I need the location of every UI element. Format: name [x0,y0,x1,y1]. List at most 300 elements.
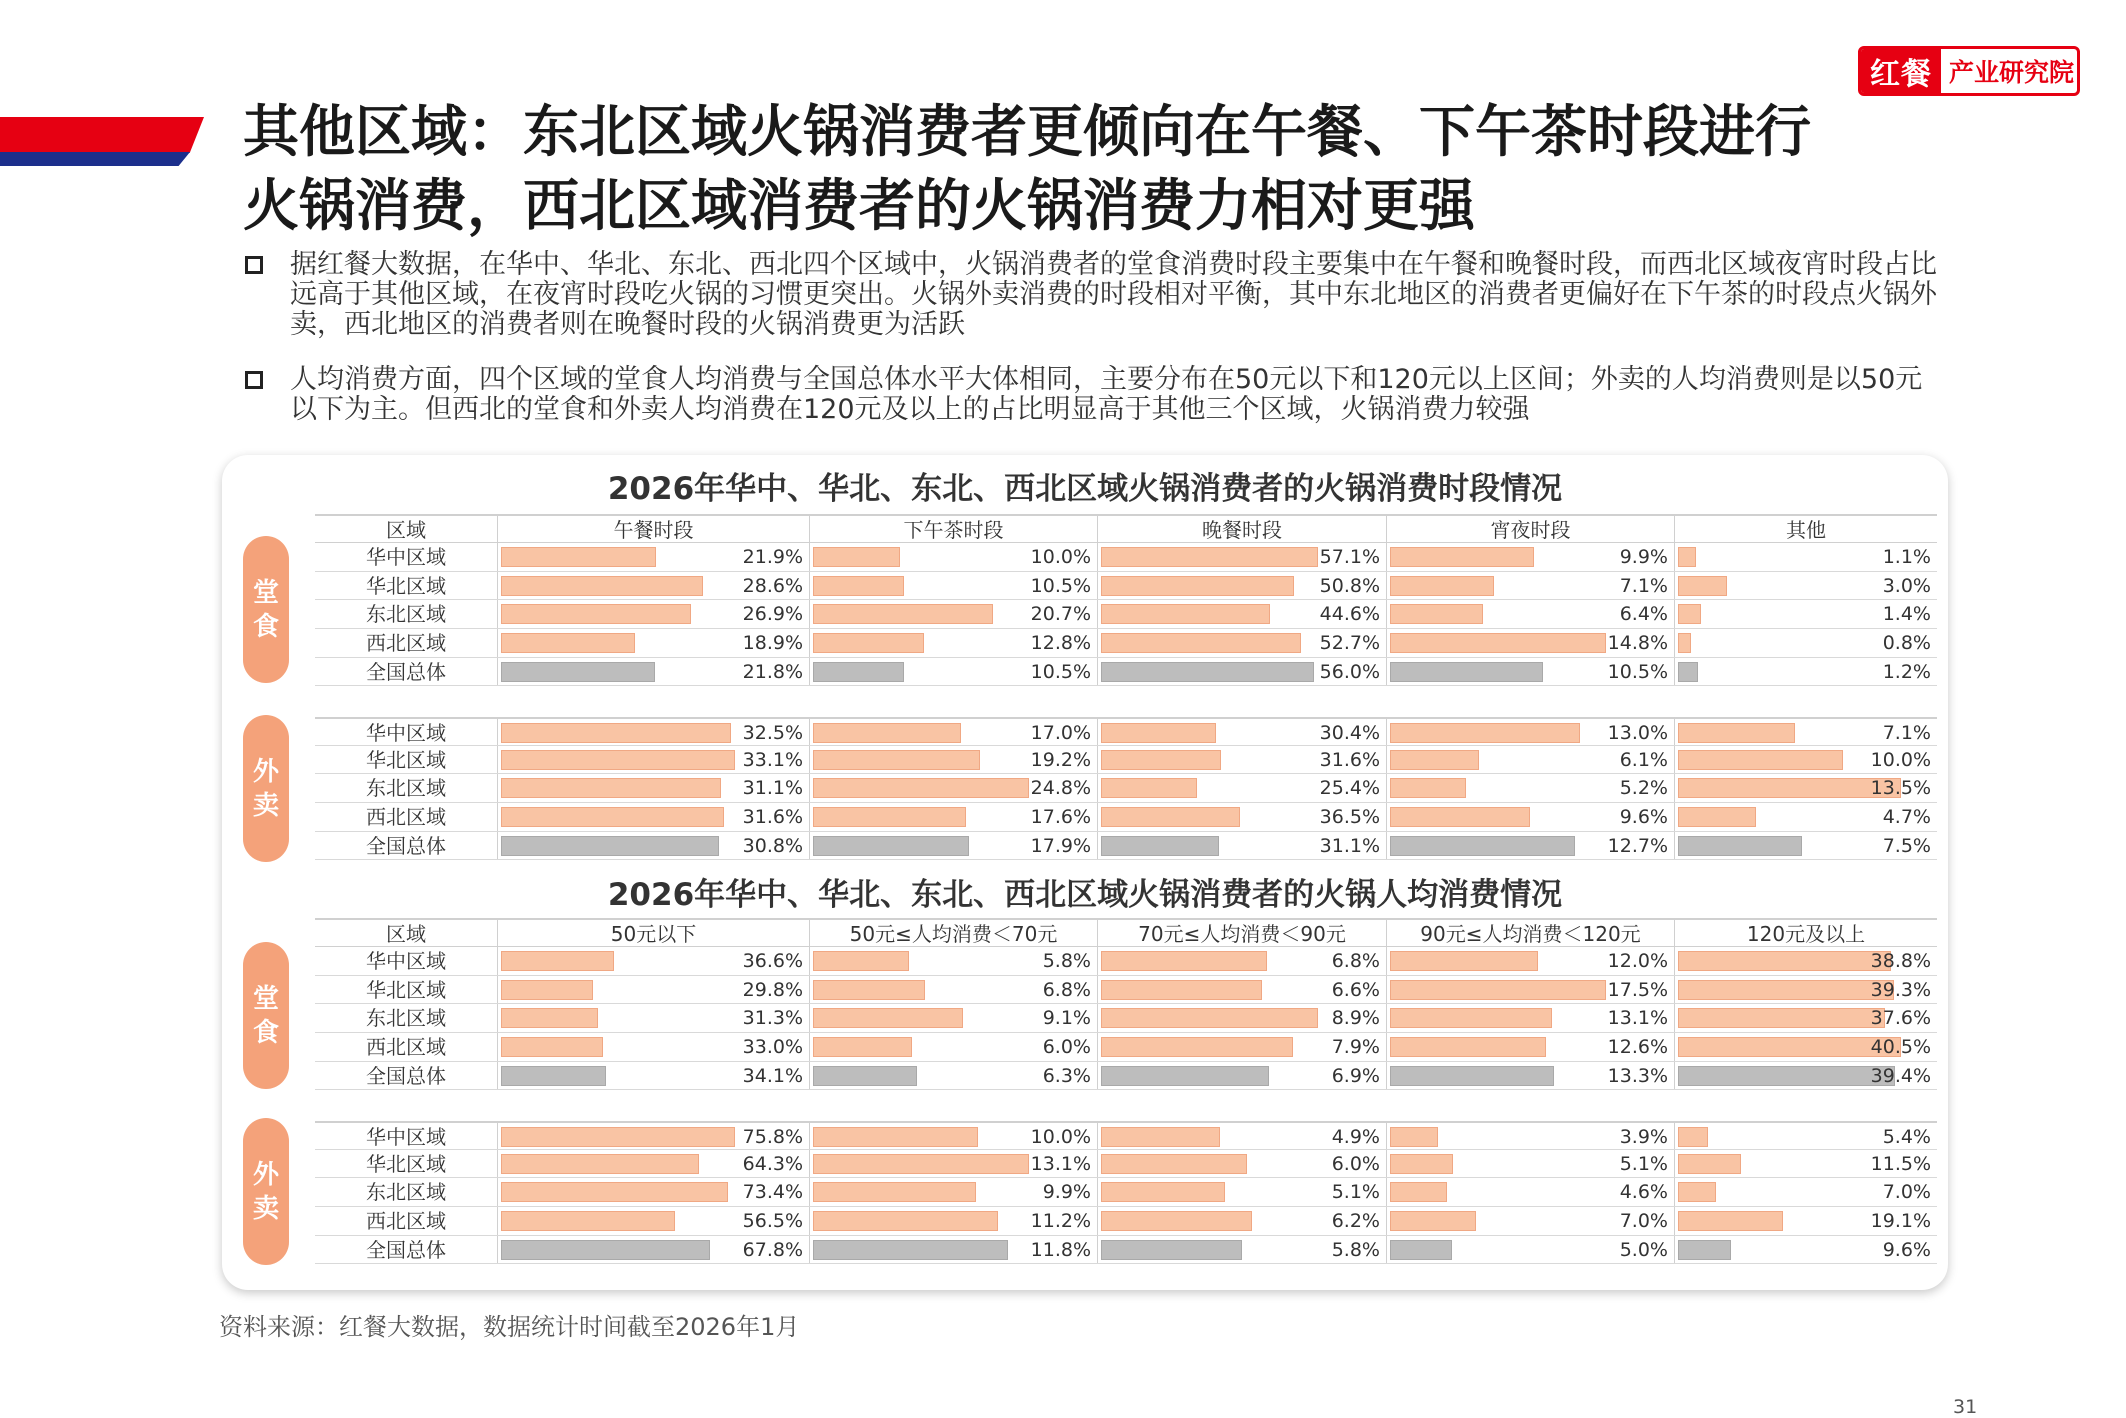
value-cell [498,1178,810,1206]
region-name: 全国总体 [315,1062,498,1090]
data-label: 50.8% [1319,574,1380,597]
data-bar [1390,1154,1453,1174]
region-name: 东北区域 [315,774,498,802]
data-bar [1390,576,1494,596]
data-label: 10.0% [1030,546,1091,568]
data-label: 5.8% [1331,1238,1380,1261]
data-label: 32.5% [742,722,803,744]
data-label: 39.3% [1870,978,1931,1001]
value-cell [498,543,810,571]
data-label: 36.6% [742,950,803,972]
value-cell [1098,947,1387,975]
data-bar [1101,1127,1220,1147]
data-bar [501,633,635,653]
data-label: 9.6% [1619,806,1668,829]
column-header: 90元≤人均消费＜120元 [1387,920,1675,946]
region-header: 区域 [315,920,498,946]
data-label: 6.4% [1619,603,1668,626]
data-label: 6.0% [1042,1036,1091,1059]
data-bar [1678,1154,1741,1174]
data-bar [501,576,703,596]
data-bar [1390,633,1606,653]
data-label: 9.1% [1042,1007,1091,1030]
value-cell [1675,1123,1937,1149]
data-label: 39.4% [1870,1064,1931,1087]
value-cell [1387,1178,1675,1206]
value-cell [498,1207,810,1235]
data-bar [501,1240,710,1260]
table-row [315,543,1937,572]
delivery-label: 外 卖 [243,715,289,862]
value-cell [1098,1207,1387,1235]
data-label: 21.9% [742,546,803,568]
region-name: 全国总体 [315,658,498,686]
value-cell [498,1150,810,1178]
data-bar [1678,1240,1731,1260]
data-label: 7.0% [1619,1210,1668,1233]
value-cell [1387,658,1675,686]
data-bar [813,723,961,743]
table-row [315,717,1937,746]
region-name: 华中区域 [315,543,498,571]
data-bar [1390,807,1530,827]
data-bar [1390,723,1580,743]
data-bar [501,778,721,798]
data-label: 64.3% [742,1152,803,1175]
value-cell [810,543,1098,571]
value-cell [1675,1033,1937,1061]
data-bar [501,1127,735,1147]
data-bar [501,1066,606,1086]
data-label: 14.8% [1607,632,1668,655]
value-cell [1098,572,1387,600]
table-row [315,572,1937,601]
value-cell [1098,803,1387,831]
data-bar [813,633,924,653]
data-bar [1101,1037,1293,1057]
data-bar [501,662,655,682]
data-bar [1390,980,1606,1000]
value-cell [810,803,1098,831]
data-label: 7.9% [1331,1036,1380,1059]
data-bar [813,836,969,856]
data-bar [1678,778,1901,798]
data-bar [1390,951,1538,971]
region-name: 东北区域 [315,600,498,628]
delivery-rows [315,1121,1937,1264]
data-label: 56.0% [1319,660,1380,683]
table-row [315,803,1937,832]
value-cell [1098,832,1387,860]
region-name: 全国总体 [315,1236,498,1264]
region-name: 全国总体 [315,832,498,860]
value-cell [498,658,810,686]
data-bar [1390,662,1543,682]
value-cell [810,1207,1098,1235]
data-label: 17.5% [1607,978,1668,1001]
value-cell [1387,976,1675,1004]
value-cell [810,1033,1098,1061]
data-label: 31.1% [1319,834,1380,857]
value-cell [498,629,810,657]
data-bar [501,750,735,770]
table-header [315,514,1937,543]
data-label: 9.6% [1882,1238,1931,1261]
data-label: 6.6% [1331,978,1380,1001]
data-bar [501,980,593,1000]
data-bar [1678,604,1701,624]
data-label: 24.8% [1030,777,1091,800]
region-name: 西北区域 [315,629,498,657]
value-cell [1675,572,1937,600]
data-label: 4.9% [1331,1126,1380,1148]
value-cell [1675,976,1937,1004]
value-cell [1675,947,1937,975]
data-label: 56.5% [742,1210,803,1233]
value-cell [810,1236,1098,1264]
bullet-item [243,365,1943,425]
value-cell [810,1150,1098,1178]
data-label: 12.7% [1607,834,1668,857]
data-bar [1678,980,1894,1000]
value-cell [498,947,810,975]
data-label: 37.6% [1870,1007,1931,1030]
value-cell [1675,1236,1937,1264]
data-label: 19.1% [1870,1210,1931,1233]
header-row [315,514,1937,543]
data-bar [1390,1182,1447,1202]
data-bar [501,807,724,827]
data-bar [501,723,731,743]
column-header: 50元≤人均消费＜70元 [810,920,1098,946]
data-bar [813,1182,976,1202]
value-cell [1675,543,1937,571]
value-cell [1675,600,1937,628]
region-name: 华北区域 [315,1150,498,1178]
value-cell [1387,832,1675,860]
data-bar [813,662,904,682]
data-label: 19.2% [1030,748,1091,771]
region-name: 东北区域 [315,1004,498,1032]
data-label: 10.0% [1030,1126,1091,1148]
value-cell [498,572,810,600]
data-label: 38.8% [1870,950,1931,972]
value-cell [1387,746,1675,774]
value-cell [1675,832,1937,860]
data-label: 8.9% [1331,1007,1380,1030]
value-cell [810,600,1098,628]
data-label: 4.6% [1619,1181,1668,1204]
data-bar [1101,750,1221,770]
data-bar [501,951,614,971]
bullet-list [243,250,1943,450]
data-bar [1101,723,1216,743]
value-cell [498,600,810,628]
value-cell [1098,1178,1387,1206]
data-bar [1390,1127,1438,1147]
data-label: 6.0% [1331,1152,1380,1175]
value-cell [498,803,810,831]
data-bar [813,1154,1029,1174]
data-bar [1678,723,1795,743]
data-label: 5.1% [1331,1181,1380,1204]
data-bar [1101,633,1301,653]
data-bar [1101,1154,1247,1174]
value-cell [1098,746,1387,774]
value-cell [498,774,810,802]
value-cell [1387,1207,1675,1235]
value-cell [1675,1207,1937,1235]
bullet-square-icon [245,371,263,389]
data-bar [1101,836,1219,856]
value-cell [498,832,810,860]
dine-in-rows [315,947,1937,1090]
data-label: 6.9% [1331,1064,1380,1087]
data-label: 6.8% [1042,978,1091,1001]
region-name: 西北区域 [315,1033,498,1061]
data-bar [813,1211,998,1231]
data-bar [1390,1066,1554,1086]
value-cell [810,629,1098,657]
table-row [315,746,1937,775]
table-row [315,1062,1937,1091]
data-label: 40.5% [1870,1036,1931,1059]
data-label: 13.3% [1607,1064,1668,1087]
data-label: 0.8% [1882,632,1931,655]
value-cell [498,719,810,745]
data-label: 33.1% [742,748,803,771]
value-cell [1098,1123,1387,1149]
data-bar [501,1154,699,1174]
value-cell [1098,976,1387,1004]
value-cell [1098,543,1387,571]
title-line-2: 火锅消费，西北区域消费者的火锅消费力相对更强 [243,174,1475,239]
data-bar [1101,951,1267,971]
region-name: 西北区域 [315,1207,498,1235]
table-row [315,629,1937,658]
data-label: 67.8% [742,1238,803,1261]
region-name: 华北区域 [315,746,498,774]
page-title [243,96,1943,244]
data-bar [1101,1008,1318,1028]
data-label: 5.0% [1619,1238,1668,1261]
bullet-text: 据红餐大数据，在华中、华北、东北、西北四个区域中，火锅消费者的堂食消费时段主要集中在午餐和晚餐时段，而西北区域夜宵时段占比远高于其他区域，在夜宵时段吃火锅的习惯更突出。火锅外卖消费的时段相对平衡，其中东北地区的消费者更偏好在下午茶的时段点火锅外卖，西北地区的消费者则在晚餐时段的火锅消费更为活跃 [290,249,1937,340]
data-label: 25.4% [1319,777,1380,800]
data-bar [1678,547,1696,567]
data-bar [1678,1066,1895,1086]
data-bar [501,1211,675,1231]
data-bar [1390,836,1575,856]
column-header: 其他 [1786,518,1826,542]
value-cell [1675,1178,1937,1206]
decorative-blue-bar [0,152,190,166]
data-label: 30.8% [742,834,803,857]
value-cell [810,658,1098,686]
region-name: 西北区域 [315,803,498,831]
column-header: 午餐时段 [498,516,810,542]
data-label: 3.9% [1619,1126,1668,1148]
source-note: 资料来源：红餐大数据，数据统计时间截至2026年1月 [219,1313,800,1341]
data-label: 7.1% [1882,722,1931,744]
data-bar [813,1066,917,1086]
data-bar [1678,951,1891,971]
data-bar [1678,1211,1783,1231]
table-row [315,947,1937,976]
brand-logo [1858,46,2080,96]
data-bar [1390,778,1466,798]
data-label: 75.8% [742,1126,803,1148]
value-cell [1387,600,1675,628]
data-bar [501,604,691,624]
data-bar [1101,547,1318,567]
data-label: 73.4% [742,1181,803,1204]
value-cell [810,774,1098,802]
value-cell [498,1062,810,1090]
data-label: 5.4% [1882,1126,1931,1148]
data-label: 17.6% [1030,806,1091,829]
value-cell [498,1123,810,1149]
value-cell [810,1004,1098,1032]
region-name: 东北区域 [315,1178,498,1206]
value-cell [1098,1004,1387,1032]
value-cell [810,1062,1098,1090]
delivery-label: 外 卖 [243,1118,289,1265]
data-label: 26.9% [742,603,803,626]
value-cell [810,1123,1098,1149]
data-label: 7.1% [1619,574,1668,597]
data-label: 21.8% [742,660,803,683]
page-number: 31 [1953,1396,1978,1418]
value-cell [1675,1150,1937,1178]
data-bar [1101,576,1294,596]
data-bar [501,836,719,856]
table-row [315,600,1937,629]
data-bar [813,807,966,827]
data-label: 30.4% [1319,722,1380,744]
value-cell [1387,629,1675,657]
data-label: 6.1% [1619,748,1668,771]
region-header: 区域 [315,516,498,542]
data-bar [1390,1008,1552,1028]
data-label: 20.7% [1030,603,1091,626]
value-cell [1387,1123,1675,1149]
data-bar [1390,547,1534,567]
data-label: 52.7% [1319,632,1380,655]
data-label: 28.6% [742,574,803,597]
data-bar [813,1127,978,1147]
data-bar [813,547,900,567]
value-cell [810,1178,1098,1206]
data-bar [1390,750,1479,770]
region-name: 华中区域 [315,719,498,745]
data-bar [501,1182,728,1202]
value-cell [1387,1062,1675,1090]
data-label: 31.6% [1319,748,1380,771]
data-bar [1678,750,1843,770]
data-label: 13.5% [1870,777,1931,800]
data-bar [1390,1037,1546,1057]
data-bar [1678,836,1802,856]
value-cell [1675,658,1937,686]
data-bar [1678,1037,1901,1057]
data-label: 11.8% [1030,1238,1091,1261]
logo-mark: 红餐 [1861,49,1941,93]
data-bar [1390,1240,1452,1260]
data-label: 9.9% [1042,1181,1091,1204]
value-cell [1098,719,1387,745]
value-cell [1387,803,1675,831]
data-bar [1678,633,1691,653]
value-cell [1098,774,1387,802]
table-title: 2026年华中、华北、东北、西北区域火锅消费者的火锅消费时段情况 [607,471,1563,507]
value-cell [810,832,1098,860]
data-label: 31.6% [742,806,803,829]
column-header: 70元≤人均消费＜90元 [1098,920,1387,946]
value-cell [810,947,1098,975]
value-cell [1098,600,1387,628]
value-cell [1675,1062,1937,1090]
title-line-1: 其他区域：东北区域火锅消费者更倾向在午餐、下午茶时段进行 [243,100,1811,165]
data-label: 5.8% [1042,950,1091,972]
value-cell [1675,774,1937,802]
data-label: 1.2% [1882,660,1931,683]
data-bar [1101,1182,1225,1202]
data-label: 10.5% [1030,574,1091,597]
data-bar [813,1240,1008,1260]
data-bar [813,951,909,971]
data-label: 17.0% [1030,722,1091,744]
value-cell [498,1236,810,1264]
value-cell [1675,803,1937,831]
value-cell [1098,658,1387,686]
data-bar [1101,980,1262,1000]
bullet-text: 人均消费方面，四个区域的堂食人均消费与全国总体水平大体相同，主要分布在50元以下和120元以上区间；外卖的人均消费则是以50元以下为主。但西北的堂食和外卖人均消费在120元及以上的占比明显高于其他三个区域，火锅消费力较强 [290,364,1923,425]
data-bar [1101,662,1314,682]
value-cell [498,976,810,1004]
header-row [315,918,1937,947]
data-label: 6.3% [1042,1064,1091,1087]
value-cell [1387,543,1675,571]
region-name: 华北区域 [315,572,498,600]
data-label: 5.1% [1619,1152,1668,1175]
value-cell [1098,1236,1387,1264]
data-label: 13.1% [1607,1007,1668,1030]
data-label: 12.6% [1607,1036,1668,1059]
data-bar [1390,604,1483,624]
column-header: 晚餐时段 [1098,516,1387,542]
data-label: 11.2% [1030,1210,1091,1233]
data-label: 5.2% [1619,777,1668,800]
data-label: 10.5% [1607,660,1668,683]
data-bar [501,1008,598,1028]
data-label: 1.4% [1882,603,1931,626]
value-cell [1098,1033,1387,1061]
value-cell [1098,1062,1387,1090]
data-label: 7.5% [1882,834,1931,857]
data-label: 29.8% [742,978,803,1001]
data-bar [813,576,904,596]
value-cell [1387,1150,1675,1178]
data-bar [813,1008,963,1028]
value-cell [1387,947,1675,975]
logo-text: 产业研究院 [1949,58,2075,87]
value-cell [1098,1150,1387,1178]
table-row [315,1207,1937,1236]
data-bar [813,750,980,770]
data-bar [1101,1240,1242,1260]
data-label: 12.0% [1607,950,1668,972]
column-header: 50元以下 [498,920,810,946]
